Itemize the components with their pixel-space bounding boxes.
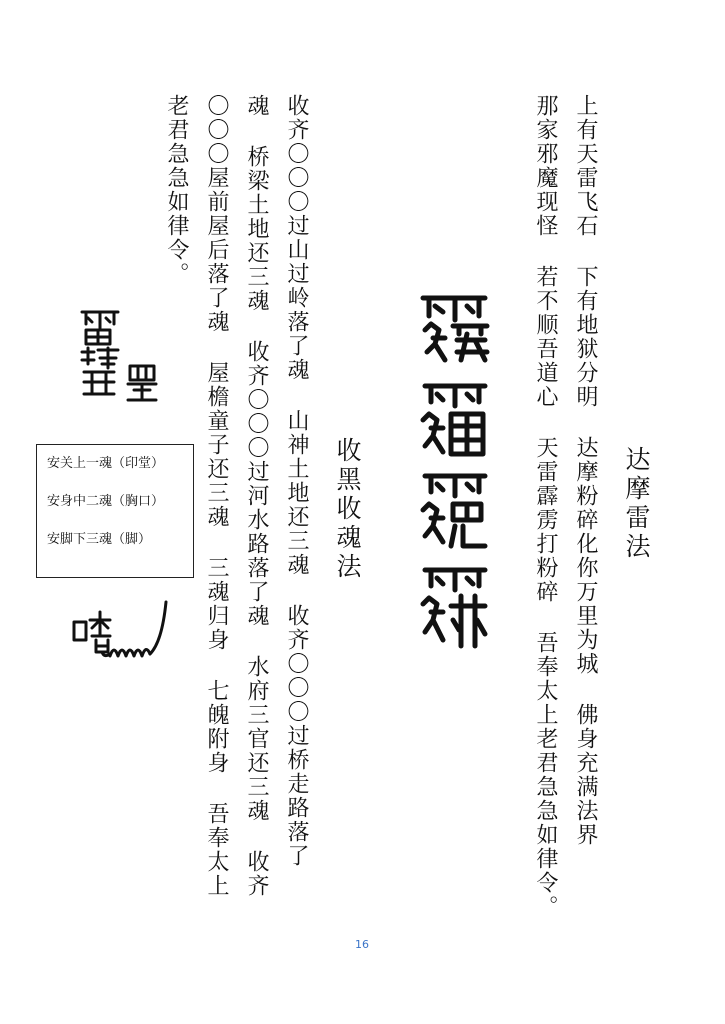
- section1-line-1: 上有天雷飞石 下有地狱分明 达摩粉碎化你万里为城 佛身充满法界: [573, 94, 598, 847]
- section1-line-2: 那家邪魔现怪 若不顺吾道心 天雷霹雳打粉碎 吾奉太上老君急急如律令。: [533, 94, 558, 919]
- page-number: 16: [355, 938, 369, 951]
- section2-line-3: 〇〇〇屋前屋后落了魂 屋檐童子还三魂 三魂归身 七魄附身 吾奉太上: [204, 94, 229, 898]
- talisman-left-top: [78, 302, 162, 402]
- section2-line-2: 魂 桥梁土地还三魂 收齐〇〇〇过河水路落了魂 水府三官还三魂 收齐: [244, 94, 269, 898]
- talisman-left-bottom: [70, 592, 170, 672]
- box-item-upper: 安关上一魂（印堂）: [47, 456, 165, 471]
- section-title-damo-leifa: 达摩雷法: [622, 446, 651, 562]
- section2-line-1: 收齐〇〇〇过山过岭落了魂 山神土地还三魂 收齐〇〇〇过桥走路落了: [284, 94, 309, 868]
- section-title-shouhei-shouhunfa: 收黑收魂法: [333, 437, 362, 582]
- soul-placement-box: [36, 444, 194, 578]
- box-item-middle: 安身中二魂（胸口）: [47, 494, 165, 509]
- talisman-center: [415, 290, 495, 670]
- section2-line-4: 老君急急如律令。: [164, 94, 189, 286]
- box-item-lower: 安脚下三魂（脚）: [47, 532, 152, 547]
